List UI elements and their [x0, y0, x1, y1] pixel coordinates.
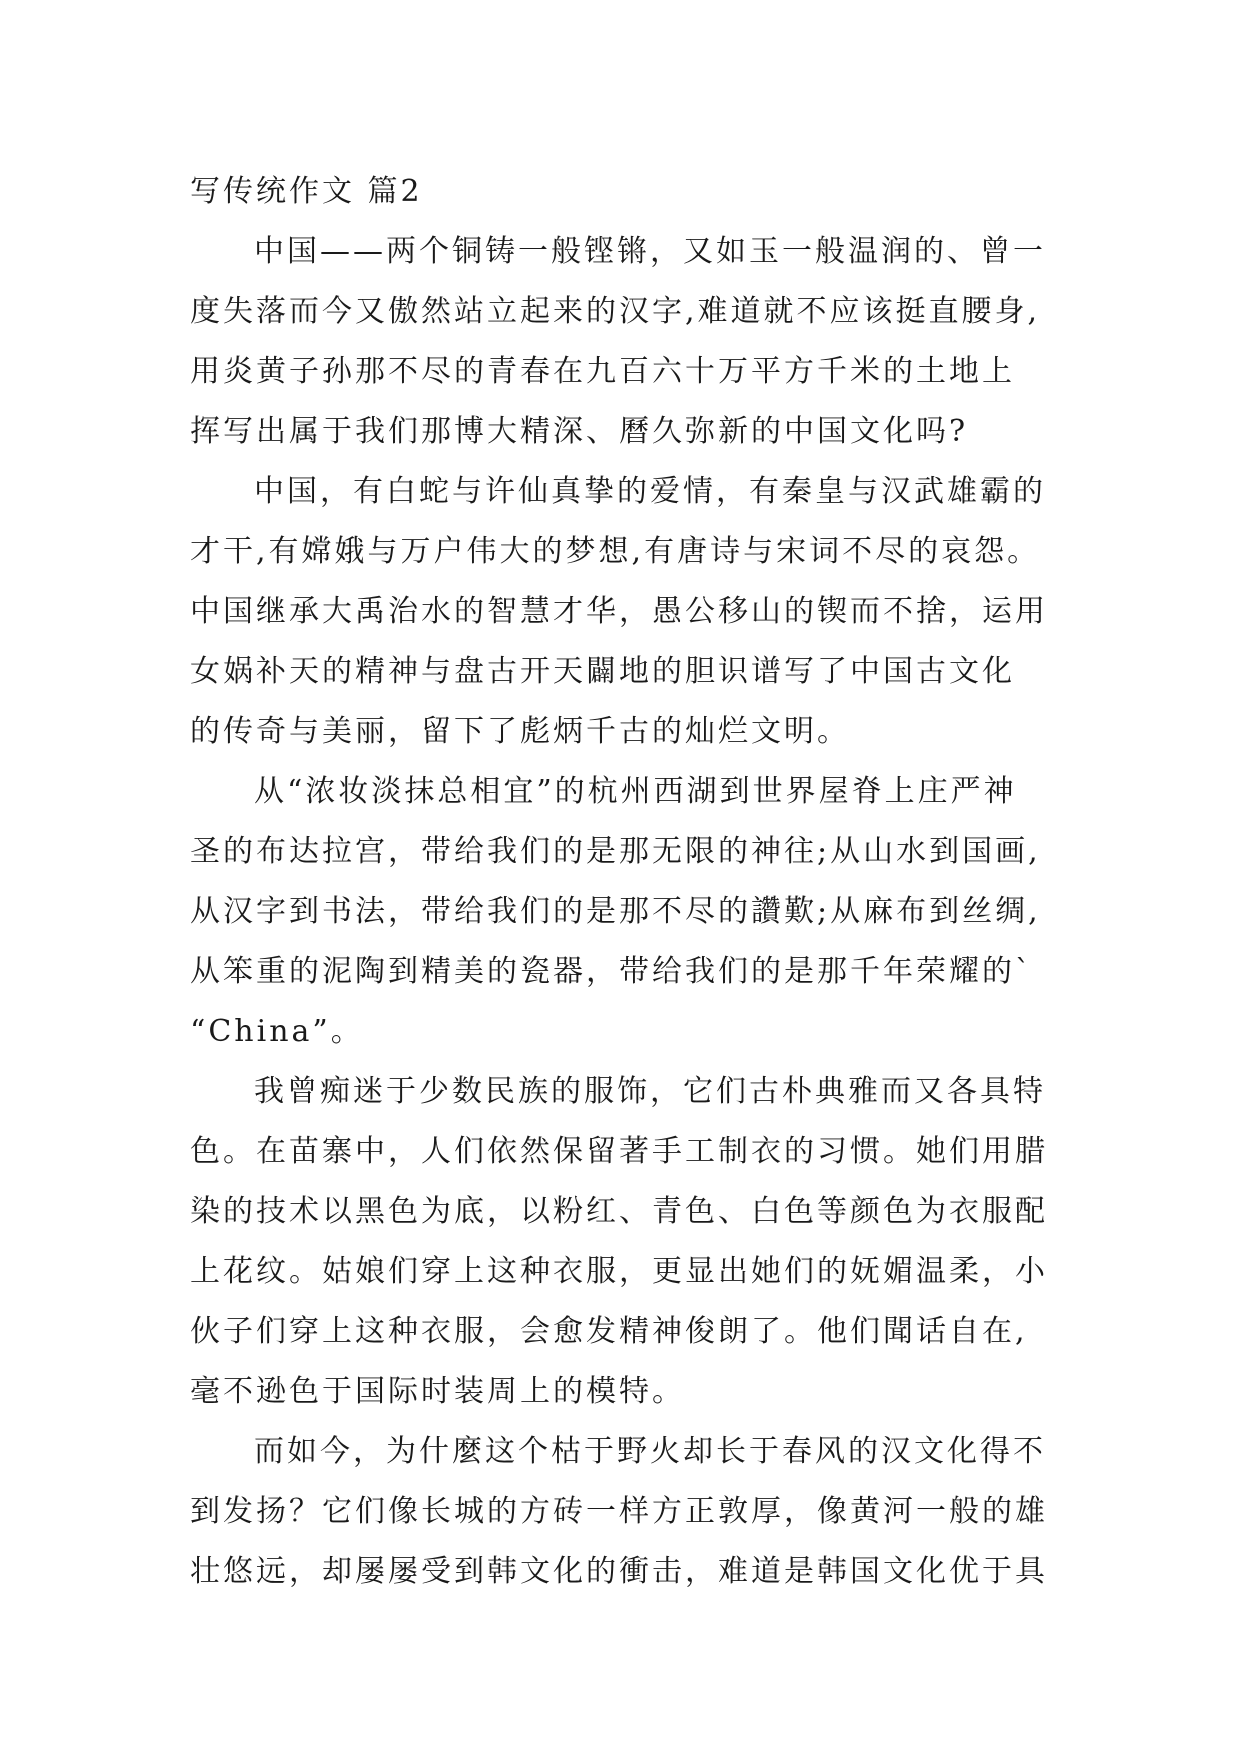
paragraph-line: 壮悠远，却屡屡受到韩文化的衝击，难道是韩国文化优于具 [190, 1554, 1048, 1589]
paragraph-line: 从汉字到书法，带给我们的是那不尽的讚歎;从麻布到丝绸, [190, 894, 1041, 929]
paragraph-line: 从“浓妆淡抹总相宜”的杭州西湖到世界屋脊上庄严神 [254, 774, 1017, 809]
paragraph-line: 女娲补天的精神与盘古开天闢地的胆识谱写了中国古文化 [190, 654, 1015, 689]
paragraph-line: 色。在苗寨中，人们依然保留著手工制衣的习惯。她们用腊 [190, 1134, 1048, 1169]
paragraph-line: “China”。 [190, 1014, 364, 1049]
paragraph-line: 圣的布达拉宫，带给我们的是那无限的神往;从山水到国画, [190, 834, 1041, 869]
paragraph-line: 伙子们穿上这种衣服，会愈发精神俊朗了。他们聞话自在, [190, 1314, 1028, 1349]
paragraph-line: 的传奇与美丽，留下了彪炳千古的灿烂文明。 [190, 714, 850, 749]
paragraph-line: 中国继承大禹治水的智慧才华，愚公移山的锲而不捨，运用 [190, 594, 1048, 629]
paragraph-line: 才干,有嫦娥与万户伟大的梦想,有唐诗与宋词不尽的哀怨。 [190, 534, 1041, 569]
paragraph-line: 毫不逊色于国际时装周上的模特。 [190, 1374, 685, 1409]
paragraph-line: 挥写出属于我们那博大精深、曆久弥新的中国文化吗? [190, 414, 969, 449]
paragraph-line: 染的技术以黑色为底，以粉红、青色、白色等颜色为衣服配 [190, 1194, 1048, 1229]
paragraph-line: 到发扬？它们像长城的方砖一样方正敦厚，像黄河一般的雄 [190, 1494, 1048, 1529]
paragraph-line: 我曾痴迷于少数民族的服饰，它们古朴典雅而又各具特 [254, 1074, 1046, 1109]
paragraph-line: 中国，有白蛇与许仙真挚的爱情，有秦皇与汉武雄霸的 [254, 474, 1046, 509]
paragraph-line: 用炎黄子孙那不尽的青春在九百六十万平方千米的土地上 [190, 354, 1015, 389]
document-heading: 写传统作文 篇2 [190, 174, 423, 209]
paragraph-line: 上花纹。姑娘们穿上这种衣服，更显出她们的妩媚温柔，小 [190, 1254, 1048, 1289]
paragraph-line: 中国——两个铜铸一般铿锵，又如玉一般温润的、曾一 [254, 234, 1046, 269]
paragraph-line: 而如今，为什麼这个枯于野火却长于春风的汉文化得不 [254, 1434, 1046, 1469]
paragraph-line: 度失落而今又傲然站立起来的汉字,难道就不应该挺直腰身, [190, 294, 1041, 329]
paragraph-line: 从笨重的泥陶到精美的瓷器，带给我们的是那千年荣耀的` [190, 954, 1033, 989]
